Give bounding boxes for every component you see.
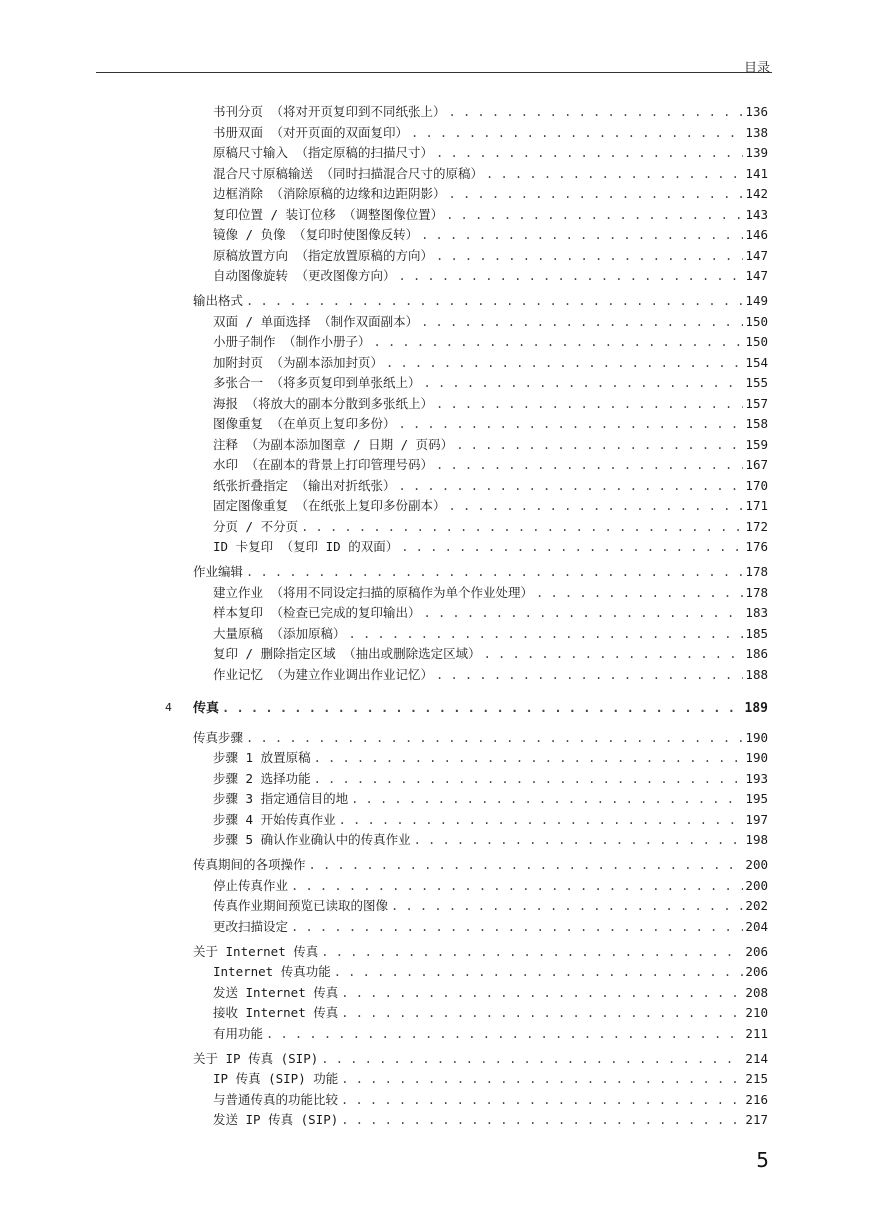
toc-entry-page: 200	[745, 877, 768, 893]
toc-entry-page: 143	[745, 206, 768, 222]
toc-entry-title: 自动图像旋转 （更改图像方向）	[213, 268, 396, 283]
toc-entry-title: 接收 Internet 传真	[213, 1005, 339, 1020]
dot-leader	[341, 1005, 743, 1021]
toc-subsection-entry[interactable]	[213, 1071, 768, 1087]
toc-subsection-entry[interactable]	[213, 125, 768, 141]
header-divider	[96, 72, 772, 73]
toc-subsection-entry[interactable]	[213, 1112, 768, 1128]
dot-leader	[351, 791, 743, 807]
toc-subsection-entry[interactable]	[213, 227, 768, 243]
dot-leader	[339, 812, 744, 828]
toc-subsection-entry[interactable]	[213, 919, 768, 935]
toc-subsection-entry[interactable]	[213, 1092, 768, 1108]
toc-entry-page: 188	[745, 666, 768, 682]
dot-leader	[536, 585, 743, 601]
toc-subsection-entry[interactable]	[213, 478, 768, 494]
toc-entry-title: 步骤 1 放置原稿	[213, 750, 311, 765]
toc-entry-page: 159	[745, 436, 768, 452]
dot-leader	[341, 985, 743, 1001]
toc-entry-title: 更改扫描设定	[213, 918, 289, 934]
toc-subsection-entry[interactable]	[213, 832, 768, 848]
toc-subsection-entry[interactable]	[213, 268, 768, 284]
toc-subsection-entry[interactable]	[213, 812, 768, 828]
toc-entry-title: 步骤 4 开始传真作业	[213, 811, 336, 827]
toc-entry-page: 197	[745, 811, 768, 827]
dot-leader	[314, 750, 744, 766]
toc-entry-page: 206	[745, 943, 768, 959]
toc-subsection-entry[interactable]	[213, 646, 768, 662]
toc-entry-page: 157	[745, 395, 768, 411]
toc-entry-title: 分页 / 不分页	[213, 518, 299, 534]
toc-entry-page: 195	[745, 791, 768, 806]
toc-entry-page: 171	[745, 498, 768, 513]
toc-entry-title: 双面 / 单面选择 （制作双面副本）	[213, 313, 419, 329]
toc-entry-page: 178	[745, 584, 768, 600]
toc-entry-title: 与普通传真的功能比较	[213, 1091, 339, 1107]
toc-entry-page: 149	[745, 293, 768, 308]
dot-leader	[411, 125, 743, 141]
toc-entry-title: IP 传真 (SIP) 功能	[213, 1071, 339, 1086]
dot-leader	[341, 1092, 743, 1108]
dot-leader	[291, 919, 743, 935]
toc-entry-page: 217	[745, 1112, 768, 1127]
toc-subsection-entry[interactable]	[213, 375, 768, 391]
toc-entry-page: 170	[745, 477, 768, 493]
toc-entry-page: 167	[745, 457, 768, 472]
dot-leader	[341, 1112, 743, 1128]
toc-entry-title: 图像重复 （在单页上复印多份）	[213, 416, 396, 431]
toc-entry-page: 154	[745, 354, 768, 370]
toc-entry-title: 注释 （为副本添加图章 / 日期 / 页码）	[213, 436, 454, 452]
toc-subsection-entry[interactable]	[213, 1005, 768, 1021]
dot-leader	[401, 539, 743, 555]
dot-leader	[449, 498, 744, 514]
toc-entry-page: 147	[745, 247, 768, 263]
dot-leader	[321, 944, 743, 960]
toc-entry-page: 200	[745, 857, 768, 872]
toc-entry-page: 190	[745, 729, 768, 745]
dot-leader	[301, 519, 743, 535]
toc-entry-page: 186	[745, 646, 768, 661]
toc-entry-page: 172	[745, 518, 768, 534]
toc-subsection-entry[interactable]	[213, 878, 768, 894]
toc-subsection-entry[interactable]	[213, 585, 768, 601]
toc-entry-page: 189	[744, 700, 768, 716]
toc-entry-title: 水印 （在副本的背景上打印管理号码）	[213, 457, 434, 472]
toc-section-entry[interactable]	[193, 730, 768, 746]
toc-entry-page: 138	[745, 124, 768, 140]
toc-subsection-entry[interactable]	[213, 104, 768, 120]
dot-leader	[414, 832, 744, 848]
toc-section-entry[interactable]	[193, 293, 768, 309]
running-header-title: 目录	[743, 61, 770, 76]
dot-leader	[374, 334, 744, 350]
dot-leader	[222, 700, 743, 716]
toc-subsection-entry[interactable]	[213, 1026, 768, 1042]
toc-entry-title: 输出格式	[193, 293, 244, 308]
toc-entry-page: 193	[745, 770, 768, 786]
toc-subsection-entry[interactable]	[213, 605, 768, 621]
dot-leader	[436, 145, 743, 161]
dot-leader	[246, 293, 743, 309]
toc-entry-title: 关于 IP 传真 (SIP)	[193, 1050, 319, 1066]
toc-subsection-entry[interactable]	[213, 166, 768, 182]
dot-leader	[436, 457, 743, 473]
dot-leader	[424, 605, 744, 621]
dot-leader	[456, 437, 743, 453]
dot-leader	[421, 227, 743, 243]
toc-entry-page: 158	[745, 416, 768, 431]
dot-leader	[436, 667, 743, 683]
toc-entry-page: 185	[745, 625, 768, 641]
toc-entry-page: 198	[745, 832, 768, 847]
dot-leader	[309, 857, 744, 873]
toc-entry-page: 206	[745, 964, 768, 979]
toc-subsection-entry[interactable]	[213, 334, 768, 350]
toc-entry-page: 190	[745, 750, 768, 765]
toc-subsection-entry[interactable]	[213, 498, 768, 514]
toc-entry-page: 216	[745, 1091, 768, 1107]
toc-entry-title: 加附封页 （为副本添加封页）	[213, 354, 384, 370]
toc-subsection-entry[interactable]	[213, 314, 768, 330]
toc-entry-page: 136	[745, 104, 768, 119]
dot-leader	[334, 964, 744, 980]
toc-entry-page: 210	[745, 1005, 768, 1020]
toc-subsection-entry[interactable]	[213, 396, 768, 412]
toc-entry-page: 139	[745, 145, 768, 160]
toc-entry-title: 步骤 5 确认作业确认中的传真作业	[213, 832, 411, 847]
dot-leader	[341, 1071, 743, 1087]
toc-entry-page: 208	[745, 984, 768, 1000]
toc-entry-title: 海报 （将放大的副本分散到多张纸上）	[213, 395, 434, 411]
toc-entry-page: 150	[745, 334, 768, 349]
dot-leader	[421, 314, 743, 330]
toc-entry-title: 步骤 2 选择功能	[213, 770, 311, 786]
toc-entry-page: 214	[745, 1050, 768, 1066]
toc-section-entry[interactable]	[193, 857, 768, 873]
toc-subsection-entry[interactable]	[213, 248, 768, 264]
toc-entry-page: 202	[745, 898, 768, 913]
toc-entry-title: 传真	[193, 700, 220, 716]
dot-leader	[399, 268, 744, 284]
dot-leader	[446, 207, 743, 223]
toc-entry-title: 边框消除 （消除原稿的边缘和边距阴影）	[213, 186, 446, 201]
toc-entry-title: 复印位置 / 装订位移 （调整图像位置）	[213, 206, 444, 222]
toc-subsection-entry[interactable]	[213, 626, 768, 642]
toc-entry-page: 211	[745, 1025, 768, 1041]
toc-entry-page: 150	[745, 313, 768, 329]
toc-entry-title: 原稿放置方向 （指定放置原稿的方向）	[213, 247, 434, 263]
toc-entry-title: 混合尺寸原稿输送 （同时扫描混合尺寸的原稿）	[213, 165, 484, 181]
dot-leader	[349, 626, 744, 642]
toc-subsection-entry[interactable]	[213, 519, 768, 535]
toc-entry-page: 147	[745, 268, 768, 283]
toc-entry-title: 传真作业期间预览已读取的图像	[213, 898, 389, 913]
dot-leader	[486, 166, 743, 182]
toc-entry-title: Internet 传真功能	[213, 964, 331, 979]
toc-entry-title: 步骤 3 指定通信目的地	[213, 791, 349, 806]
chapter-number: 4	[165, 700, 172, 714]
toc-entry-title: 复印 / 删除指定区域 （抽出或删除选定区域）	[213, 646, 481, 661]
toc-subsection-entry[interactable]	[213, 355, 768, 371]
toc-entry-title: 有用功能	[213, 1025, 264, 1041]
dot-leader	[386, 355, 743, 371]
toc-entry-title: 关于 Internet 传真	[193, 943, 319, 959]
toc-entry-title: 样本复印 （检查已完成的复印输出）	[213, 605, 421, 620]
toc-entry-page: 155	[745, 375, 768, 390]
toc-subsection-entry[interactable]	[213, 145, 768, 161]
toc-entry-title: 书册双面 （对开页面的双面复印）	[213, 124, 409, 140]
toc-subsection-entry[interactable]	[213, 186, 768, 202]
dot-leader	[314, 771, 744, 787]
toc-entry-page: 146	[745, 227, 768, 242]
dot-leader	[436, 396, 743, 412]
toc-entry-title: 传真步骤	[193, 729, 244, 745]
toc-section-entry[interactable]	[193, 564, 768, 580]
toc-entry-title: 传真期间的各项操作	[193, 857, 306, 872]
dot-leader	[399, 416, 744, 432]
dot-leader	[266, 1026, 743, 1042]
toc-subsection-entry[interactable]	[213, 791, 768, 807]
toc-chapter-entry[interactable]	[165, 700, 768, 717]
dot-leader	[484, 646, 744, 662]
dot-leader	[449, 186, 744, 202]
toc-entry-title: 大量原稿 （添加原稿）	[213, 625, 346, 641]
toc-entry-page: 204	[745, 918, 768, 934]
toc-subsection-entry[interactable]	[213, 416, 768, 432]
toc-subsection-entry[interactable]	[213, 771, 768, 787]
toc-entry-title: 书刊分页 （将对开页复印到不同纸张上）	[213, 104, 446, 119]
toc-entry-title: 发送 Internet 传真	[213, 984, 339, 1000]
toc-section-entry[interactable]	[193, 1051, 768, 1067]
dot-leader	[436, 248, 743, 264]
dot-leader	[424, 375, 744, 391]
toc-entry-page: 141	[745, 165, 768, 181]
toc-subsection-entry[interactable]	[213, 207, 768, 223]
toc-subsection-entry[interactable]	[213, 750, 768, 766]
toc-subsection-entry[interactable]	[213, 985, 768, 1001]
toc-entry-title: 小册子制作 （制作小册子）	[213, 334, 371, 349]
toc-entry-title: 多张合一 （将多页复印到单张纸上）	[213, 375, 421, 390]
toc-entry-title: ID 卡复印 （复印 ID 的双面）	[213, 539, 399, 554]
toc-entry-title: 纸张折叠指定 （输出对折纸张）	[213, 477, 396, 493]
toc-subsection-entry[interactable]	[213, 898, 768, 914]
toc-subsection-entry[interactable]	[213, 667, 768, 683]
toc-entry-title: 发送 IP 传真 (SIP)	[213, 1112, 339, 1127]
toc-entry-title: 作业编辑	[193, 564, 244, 579]
dot-leader	[291, 878, 743, 894]
dot-leader	[449, 104, 744, 120]
toc-entry-title: 停止传真作业	[213, 877, 289, 893]
dot-leader	[246, 564, 743, 580]
toc-section-entry[interactable]	[193, 944, 768, 960]
page-number: 5	[756, 1148, 769, 1172]
toc-subsection-entry[interactable]	[213, 964, 768, 980]
toc-entry-title: 建立作业 （将用不同设定扫描的原稿作为单个作业处理）	[213, 584, 534, 600]
toc-entry-page: 215	[745, 1071, 768, 1086]
toc-entry-page: 183	[745, 605, 768, 620]
toc-subsection-entry[interactable]	[213, 539, 768, 555]
toc-entry-page: 142	[745, 186, 768, 201]
toc-entry-title: 作业记忆 （为建立作业调出作业记忆）	[213, 666, 434, 682]
dot-leader	[391, 898, 743, 914]
toc-subsection-entry[interactable]	[213, 437, 768, 453]
dot-leader	[399, 478, 744, 494]
toc-entry-title: 固定图像重复 （在纸张上复印多份副本）	[213, 498, 446, 513]
toc-entry-page: 178	[745, 564, 768, 579]
dot-leader	[246, 730, 743, 746]
toc-entry-page: 176	[745, 539, 768, 554]
toc-entry-title: 镜像 / 负像 （复印时使图像反转）	[213, 227, 419, 242]
toc-entry-title: 原稿尺寸输入 （指定原稿的扫描尺寸）	[213, 145, 434, 160]
toc-subsection-entry[interactable]	[213, 457, 768, 473]
dot-leader	[321, 1051, 743, 1067]
